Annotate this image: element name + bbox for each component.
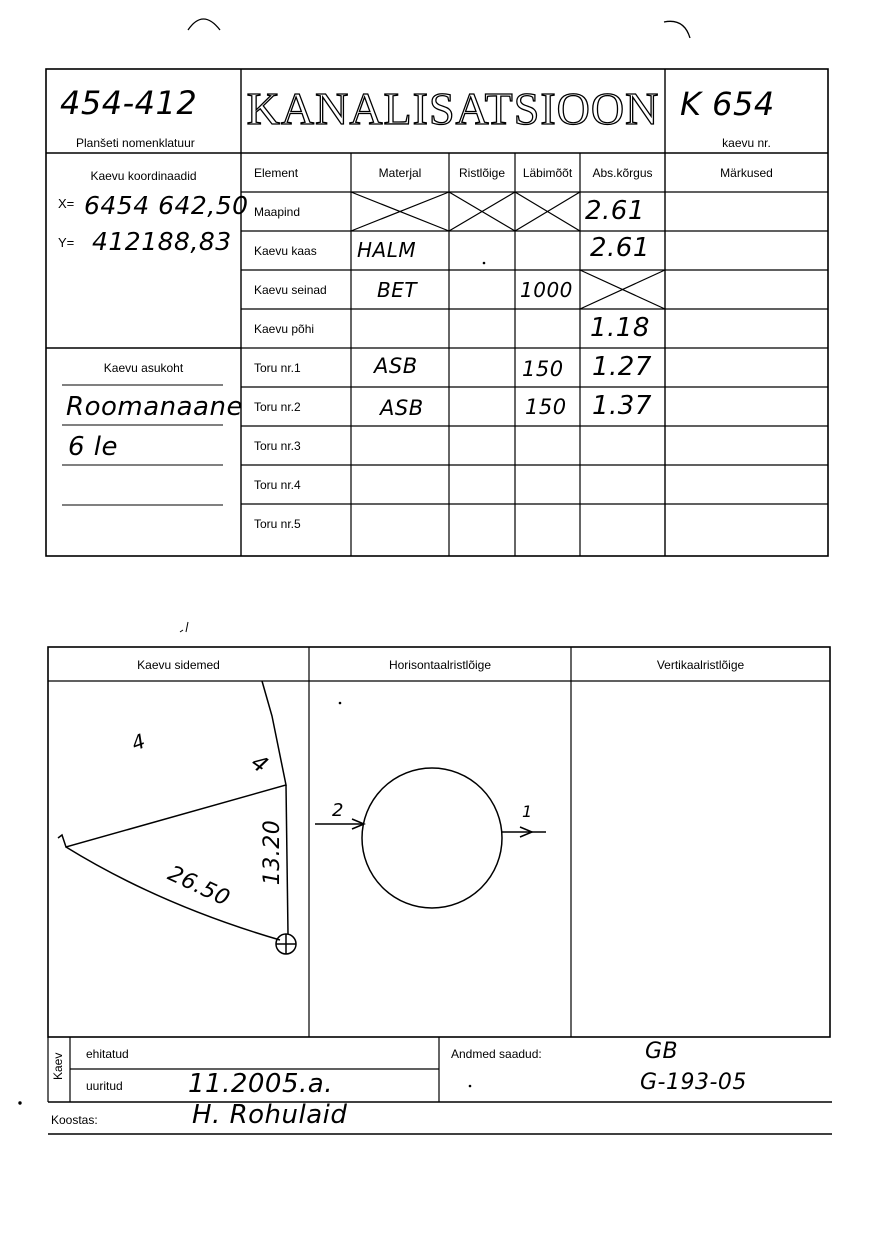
- well-number-label: kaevu nr.: [722, 136, 771, 150]
- column-header-ristloige: Ristlõige: [458, 166, 506, 180]
- x-coordinate: 6454 642,50: [84, 191, 249, 220]
- y-prefix: Y=: [58, 235, 75, 250]
- row-materjal-kaevu-seinad: BET: [377, 278, 418, 302]
- corner-mark: 4: [246, 750, 273, 779]
- row-abs-kaevu-kaas: 2.61: [590, 233, 650, 263]
- sheet-number: 454-412: [60, 84, 198, 122]
- sketch-header-horizontal: Horisontaalristlõige: [388, 658, 492, 672]
- row-labimoot-kaevu-seinad: 1000: [520, 278, 573, 302]
- column-header-element: Element: [254, 166, 299, 180]
- row-abs-maapind: 2.61: [585, 196, 645, 226]
- form-title: KANALISATSIOON: [246, 83, 660, 134]
- row-materjal-kaevu-kaas: HALM: [357, 238, 417, 262]
- row-abs-toru-1: 1.27: [592, 352, 652, 382]
- footer-data-value-1: GB: [645, 1039, 679, 1064]
- row-element-toru-3: Toru nr.3: [254, 439, 301, 453]
- sheet-number-label: Planšeti nomenklatuur: [76, 136, 195, 150]
- row-element-toru-4: Toru nr.4: [254, 478, 301, 492]
- row-abs-toru-2: 1.37: [592, 391, 652, 421]
- row-abs-kaevu-pohi: 1.18: [590, 313, 650, 343]
- row-labimoot-toru-2: 150: [525, 395, 567, 419]
- building-mark: 4: [128, 728, 149, 756]
- footer-author-label: Koostas:: [51, 1113, 98, 1127]
- footer-built-label: ehitatud: [86, 1047, 129, 1061]
- column-header-abs-korgus: Abs.kõrgus: [592, 166, 653, 180]
- row-element-kaevu-pohi: Kaevu põhi: [254, 322, 315, 336]
- row-element-kaevu-seinad: Kaevu seinad: [254, 283, 327, 297]
- row-materjal-toru-2: ASB: [380, 396, 424, 420]
- row-element-maapind: Maapind: [254, 205, 301, 219]
- pipe-label-outlet: 1: [522, 802, 533, 821]
- sketch-header-vertical: Vertikaalristlõige: [656, 658, 745, 672]
- row-materjal-toru-1: ASB: [374, 354, 418, 378]
- y-coordinate: 412188,83: [92, 227, 232, 256]
- location-line-1: Roomanaane: [66, 392, 243, 422]
- row-labimoot-toru-1: 150: [522, 357, 564, 381]
- column-header-materjal: Materjal: [378, 166, 422, 180]
- coordinates-label: Kaevu koordinaadid: [90, 169, 197, 183]
- location-label: Kaevu asukoht: [103, 361, 184, 375]
- pipe-label-inlet: 2: [332, 800, 344, 821]
- well-number: K 654: [680, 85, 775, 123]
- row-element-toru-2: Toru nr.2: [254, 400, 301, 414]
- sketch-header-ties: Kaevu sidemed: [137, 658, 220, 672]
- x-prefix: X=: [58, 196, 75, 211]
- footer-surveyed-label: uuritud: [86, 1079, 123, 1093]
- column-header-markused: Märkused: [720, 166, 773, 180]
- footer-data-value-2: G-193-05: [640, 1070, 747, 1095]
- tie-distance-2: 13.20: [260, 819, 286, 886]
- footer-side-label: Kaev: [51, 1052, 65, 1080]
- location-line-2: 6 le: [68, 432, 119, 462]
- tie-distance-1: 26.50: [163, 861, 234, 912]
- footer-author-value: H. Rohulaid: [192, 1100, 348, 1130]
- row-element-toru-5: Toru nr.5: [254, 517, 301, 531]
- column-header-labimoot: Läbimõõt: [522, 166, 573, 180]
- row-element-toru-1: Toru nr.1: [254, 361, 301, 375]
- footer-surveyed-value: 11.2005.a.: [188, 1069, 333, 1099]
- row-element-kaevu-kaas: Kaevu kaas: [254, 244, 317, 258]
- footer-data-label: Andmed saadud:: [451, 1047, 542, 1061]
